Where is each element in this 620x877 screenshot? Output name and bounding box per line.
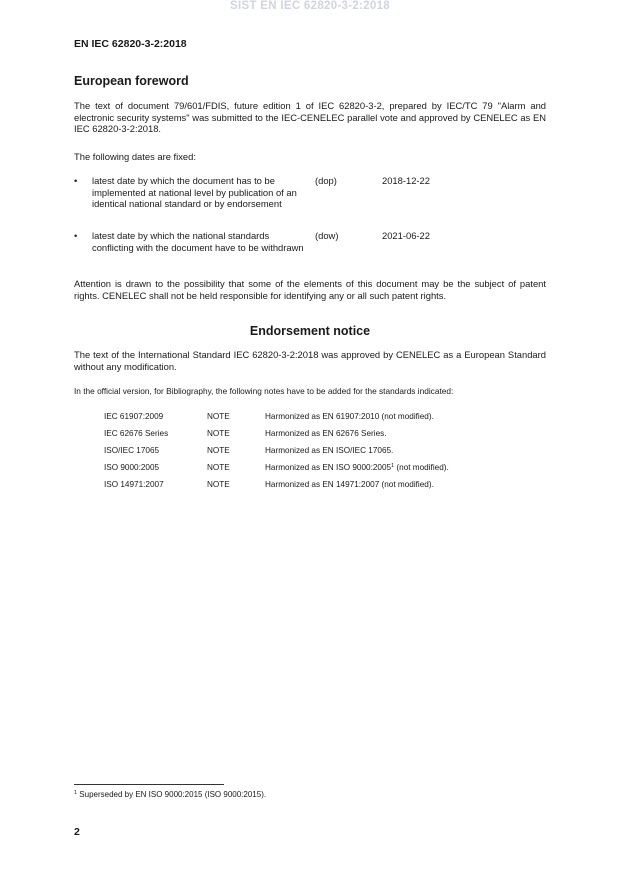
note-text: Harmonized as EN 14971:2007 (not modified). [265,480,434,489]
footnote-marker: 1 [74,790,78,796]
note-label: NOTE [207,463,230,472]
endorsement-heading: Endorsement notice [249,324,371,338]
table-row [104,408,449,425]
bibliography-notes-table [104,408,449,493]
note-text: Harmonized as EN ISO 9000:2005 [265,463,392,472]
endorsement-paragraph-2: In the official version, for Bibliography, the following notes have to be added for the standards indicated: [74,386,454,396]
date-item-dop [74,175,546,223]
note-label: NOTE [207,412,230,421]
foreword-paragraph-2: The following dates are fixed: [74,151,196,162]
table-row [104,442,449,459]
bullet-icon: • [74,175,78,186]
bullet-icon: • [74,230,78,241]
date-item-text: latest date by which the national standards conflicting with the document have to be withdrawn [92,230,304,253]
foreword-heading: European foreword [74,74,189,88]
date-item-date: 2018-12-22 [382,175,430,186]
note-label: NOTE [207,429,230,438]
note-text-suffix: (not modified). [394,463,449,472]
note-text: Harmonized as EN 62676 Series. [265,429,387,438]
footnote [74,790,266,799]
page-number: 2 [74,826,80,838]
table-row [104,459,449,476]
note-label: NOTE [207,446,230,455]
note-standard: IEC 61907:2009 [104,412,164,421]
table-row [104,476,449,493]
table-row [104,425,449,442]
footnote-reference[interactable]: 1 [391,463,395,469]
note-text-cell [265,459,449,476]
watermark: SIST EN IEC 62820-3-2:2018 [230,0,390,12]
date-item-code: (dow) [315,230,339,241]
note-label: NOTE [207,480,230,489]
document-id: EN IEC 62820-3-2:2018 [74,38,187,50]
foreword-paragraph-1: The text of document 79/601/FDIS, future edition 1 of IEC 62820-3-2, prepared by IEC/TC 79 "Alarm and electronic security systems" was submitted to the IEC-CENELEC parallel vote and approved by CENELEC as EN IEC 62820-3-2:2018. [74,100,546,135]
endorsement-paragraph-1: The text of the International Standard IEC 62820-3-2:2018 was approved by CENELEC as a European Standard without any modification. [74,349,546,372]
date-item-text: latest date by which the document has to be implemented at national level by publication of an identical national standard or by endorsement [92,175,297,210]
date-item-code: (dop) [315,175,337,186]
patent-notice: Attention is drawn to the possibility that some of the elements of this document may be the subject of patent rights. CENELEC shall not be held responsible for identifying any or all such patent rights. [74,278,546,301]
date-item-dow [74,230,546,266]
footnote-text: Superseded by EN ISO 9000:2015 (ISO 9000:2015). [77,790,267,799]
note-text: Harmonized as EN ISO/IEC 17065. [265,446,394,455]
date-item-date: 2021-06-22 [382,230,430,241]
note-standard: ISO 14971:2007 [104,480,164,489]
note-text: Harmonized as EN 61907:2010 (not modified). [265,412,434,421]
note-standard: IEC 62676 Series [104,429,169,438]
note-standard: ISO 9000:2005 [104,463,160,472]
footnote-divider [74,784,224,785]
note-standard: ISO/IEC 17065 [104,446,160,455]
